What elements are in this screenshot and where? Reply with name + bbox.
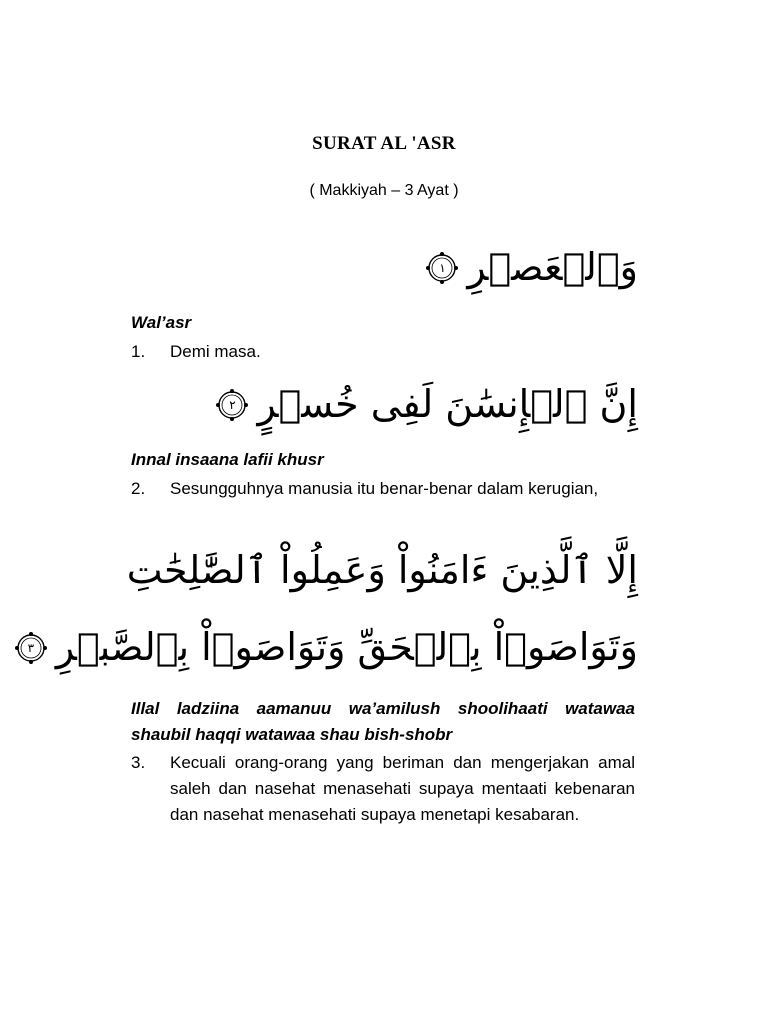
ayah-2-meaning: [131, 476, 635, 502]
ayah-number-mark: ٢: [229, 397, 236, 412]
ayah-2-transliteration: Innal insaana lafii khusr: [131, 450, 324, 469]
ayah-3-arabic-line-1: [123, 548, 638, 594]
ayah-2-number: 2.: [131, 479, 146, 498]
page-subtitle: ( Makkiyah – 3 Ayat ): [309, 182, 459, 199]
ayah-3-transliteration: Illal ladziina aamanuu wa’amilush shoolihaati watawaa shaubil haqqi watawaa shau bish-shobr: [131, 699, 635, 744]
ayah-number-mark: ٣: [27, 640, 35, 655]
ayah-1-number: 1.: [131, 342, 146, 361]
ayah-1-meaning-text: Demi masa.: [170, 342, 261, 361]
ayah-end-mark-icon: [425, 251, 459, 285]
ayah-3-arabic-text-line-2: وَتَوَاصَوۡاْ بِٱلۡحَقِّ وَتَوَاصَوۡاْ بِٱلصَّبۡرِ: [55, 625, 638, 669]
ayah-1-arabic-text: وَٱلۡعَصۡرِ: [467, 245, 638, 289]
ayah-end-mark-icon: [14, 631, 48, 665]
ayah-number-mark: ١: [439, 260, 446, 275]
ayah-3-meaning: [131, 750, 635, 828]
ayah-end-mark-icon: [215, 388, 249, 422]
ayah-3-arabic-text-line-1: إِلَّا ٱلَّذِينَ ءَامَنُواْ وَعَمِلُواْ ٱلصَّٰلِحَٰتِ: [126, 548, 638, 592]
ayah-1-transliteration: Wal’asr: [131, 313, 192, 332]
ayah-3-number: 3.: [131, 753, 146, 772]
ayah-3-meaning-text: Kecuali orang-orang yang beriman dan mengerjakan amal saleh dan nasehat menasehati supaya mentaati kebenaran dan nasehat menasehati supaya menetapi kesabaran.: [170, 753, 635, 824]
ayah-1-arabic: [425, 245, 638, 291]
page-title: SURAT AL 'ASR: [312, 133, 456, 154]
ayah-2-meaning-text: Sesungguhnya manusia itu benar-benar dalam kerugian,: [170, 479, 599, 498]
ayah-3-arabic-line-2: [14, 625, 638, 671]
ayah-2-arabic: [215, 382, 638, 428]
ayah-1-meaning: [131, 339, 635, 365]
ayah-2-arabic-text: إِنَّ ٱلۡإِنسَٰنَ لَفِى خُسۡرٍ: [257, 382, 638, 426]
